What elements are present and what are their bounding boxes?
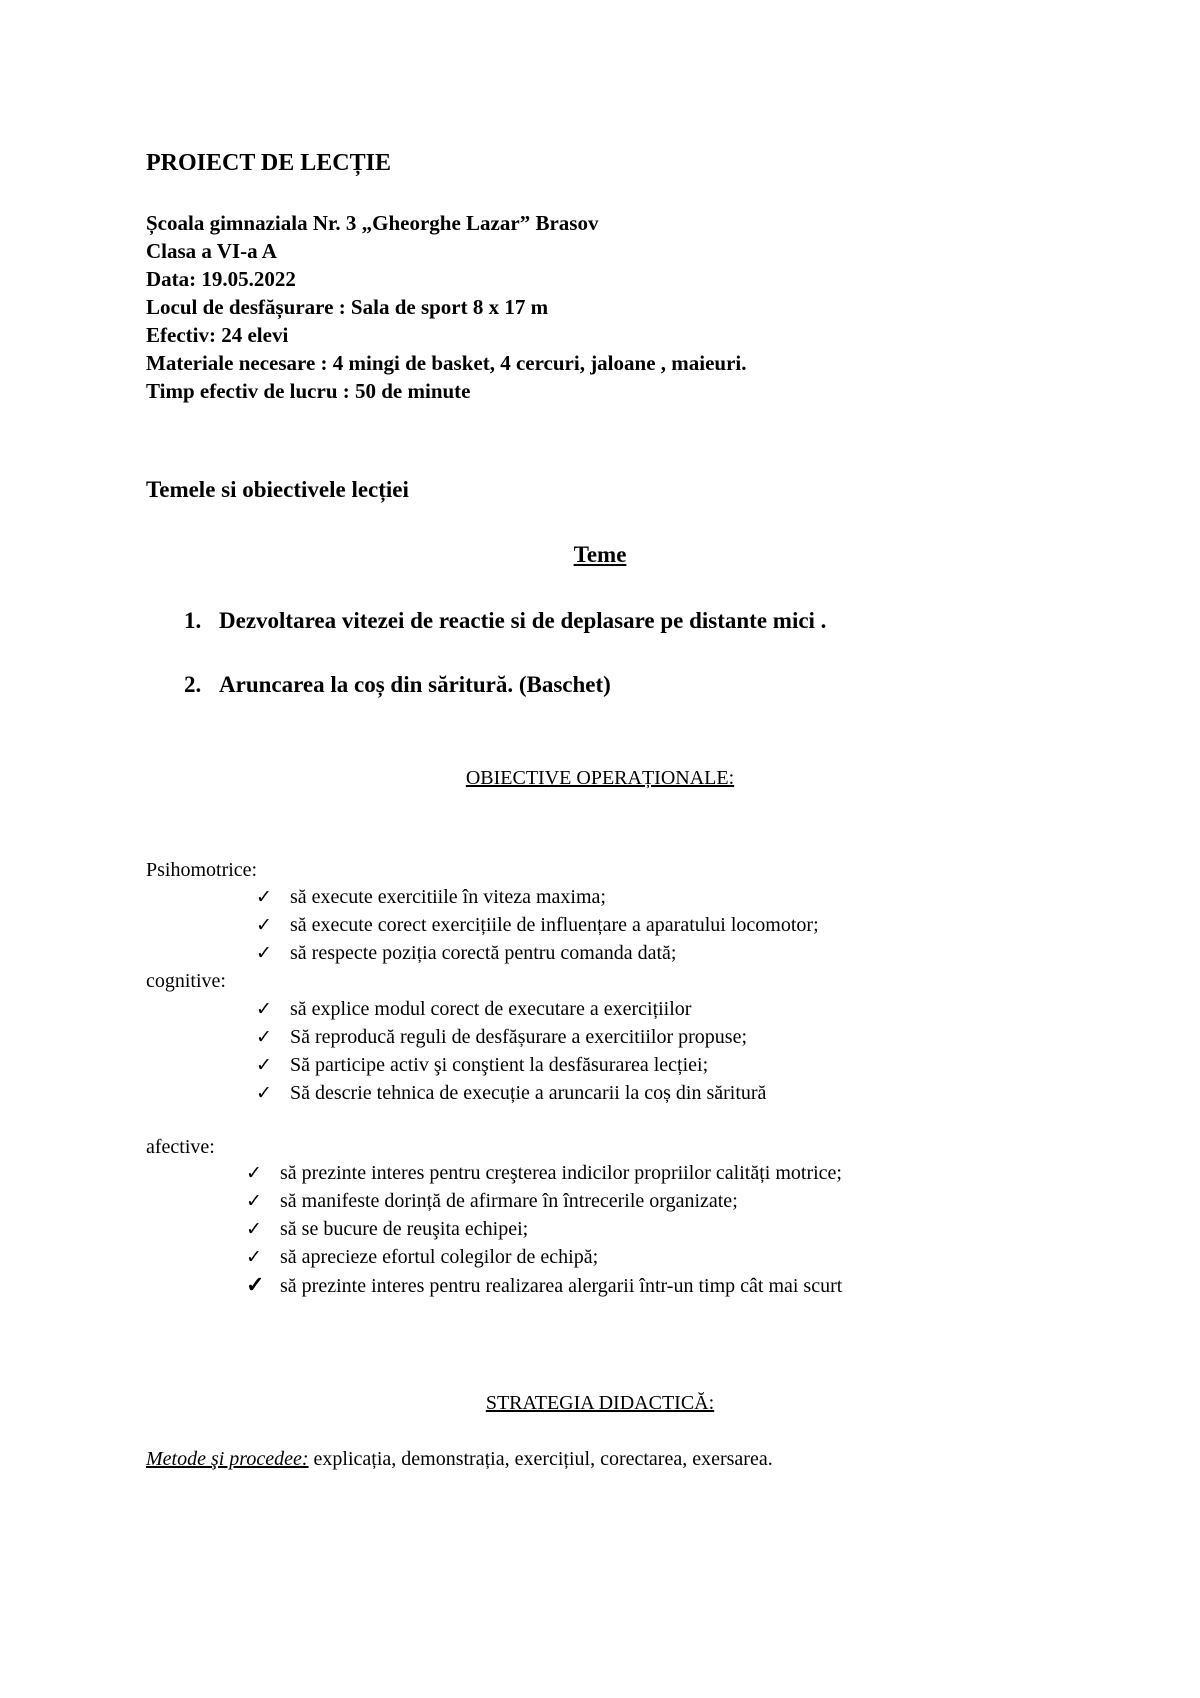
list-item bbox=[256, 1023, 766, 1051]
list-item bbox=[256, 939, 819, 967]
objective-text: să explice modul corect de executare a exercițiilor bbox=[290, 998, 692, 1020]
theme-item bbox=[184, 673, 611, 696]
checkmark-icon: ✓ bbox=[256, 1055, 272, 1076]
theme-text: Aruncarea la coș din săritură. (Baschet) bbox=[219, 672, 611, 697]
checkmark-icon: ✓ bbox=[256, 1083, 272, 1104]
list-item bbox=[256, 995, 766, 1023]
themes-heading: Temele si obiectivele lecției bbox=[146, 477, 409, 502]
objective-text: Să reproducă reguli de desfășurare a exercitiilor propuse; bbox=[290, 1026, 748, 1048]
objective-text: să aprecieze efortul colegilor de echipă; bbox=[280, 1246, 599, 1268]
list-item bbox=[246, 1187, 842, 1215]
list-item bbox=[246, 1271, 842, 1299]
list-item bbox=[256, 883, 819, 911]
objective-text: Să descrie tehnica de execuție a aruncarii la coș din săritură bbox=[290, 1082, 767, 1104]
checkmark-icon: ✓ bbox=[246, 1163, 262, 1184]
list-item bbox=[246, 1243, 842, 1271]
list-item bbox=[246, 1159, 842, 1187]
date-line: Data: 19.05.2022 bbox=[146, 267, 296, 291]
objective-list-cognitive bbox=[256, 995, 766, 1107]
theme-item bbox=[184, 609, 826, 632]
checkmark-icon: ✓ bbox=[256, 915, 272, 936]
checkmark-icon: ✓ bbox=[246, 1272, 265, 1297]
objective-text: să prezinte interes pentru realizarea alergarii într-un timp cât mai scurt bbox=[280, 1275, 843, 1297]
checkmark-icon: ✓ bbox=[246, 1247, 262, 1268]
themes-title bbox=[0, 543, 1200, 566]
objective-text: să execute corect exercițiile de influențare a aparatului locomotor; bbox=[290, 914, 819, 936]
class-line: Clasa a VI-a A bbox=[146, 239, 277, 263]
theme-number: 1. bbox=[184, 608, 202, 633]
materials-line: Materiale necesare : 4 mingi de basket, 4 cercuri, jaloane , maieuri. bbox=[146, 351, 747, 375]
category-label-afective: afective: bbox=[146, 1136, 215, 1158]
objective-list-afective bbox=[246, 1159, 842, 1299]
checkmark-icon: ✓ bbox=[246, 1191, 262, 1212]
list-item bbox=[256, 1051, 766, 1079]
category-label-cognitive: cognitive: bbox=[146, 970, 226, 992]
school-line: Școala gimnaziala Nr. 3 „Gheorghe Lazar” Brasov bbox=[146, 211, 599, 235]
strategy-title bbox=[0, 1393, 1200, 1413]
objectives-title bbox=[0, 768, 1200, 788]
checkmark-icon: ✓ bbox=[256, 999, 272, 1020]
checkmark-icon: ✓ bbox=[256, 1027, 272, 1048]
list-item bbox=[256, 911, 819, 939]
objective-text: să manifeste dorință de afirmare în întrecerile organizate; bbox=[280, 1190, 738, 1212]
list-item bbox=[246, 1215, 842, 1243]
methods-text: explicația, demonstrația, exercițiul, corectarea, exersarea. bbox=[308, 1448, 773, 1470]
category-label-psihomotrice: Psihomotrice: bbox=[146, 859, 258, 881]
theme-number: 2. bbox=[184, 672, 202, 697]
list-item bbox=[256, 1079, 766, 1107]
lesson-info bbox=[146, 209, 747, 405]
methods-line bbox=[146, 1449, 773, 1469]
theme-text: Dezvoltarea vitezei de reactie si de deplasare pe distante mici . bbox=[219, 608, 827, 633]
checkmark-icon: ✓ bbox=[246, 1219, 262, 1240]
objectives-title-text: OBIECTIVE OPERAȚIONALE: bbox=[465, 767, 735, 789]
objective-text: să se bucure de reuşita echipei; bbox=[280, 1218, 529, 1240]
objective-text: Să participe activ şi conştient la desfăsurarea lecției; bbox=[290, 1054, 709, 1076]
location-line: Locul de desfășurare : Sala de sport 8 x 17 m bbox=[146, 295, 549, 319]
checkmark-icon: ✓ bbox=[256, 943, 272, 964]
page-title: PROIECT DE LECȚIE bbox=[146, 150, 391, 176]
objective-text: să prezinte interes pentru creşterea indicilor propriilor calități motrice; bbox=[280, 1162, 842, 1184]
objective-text: să respecte poziția corectă pentru comanda dată; bbox=[290, 942, 677, 964]
time-line: Timp efectiv de lucru : 50 de minute bbox=[146, 379, 471, 403]
objective-list-psihomotrice bbox=[256, 883, 819, 967]
objective-text: să execute exercitiile în viteza maxima; bbox=[290, 886, 606, 908]
students-line: Efectiv: 24 elevi bbox=[146, 323, 289, 347]
checkmark-icon: ✓ bbox=[256, 887, 272, 908]
methods-label: Metode şi procedee: bbox=[146, 1448, 309, 1470]
themes-title-text: Teme bbox=[573, 542, 627, 567]
strategy-title-text: STRATEGIA DIDACTICĂ: bbox=[485, 1392, 715, 1414]
